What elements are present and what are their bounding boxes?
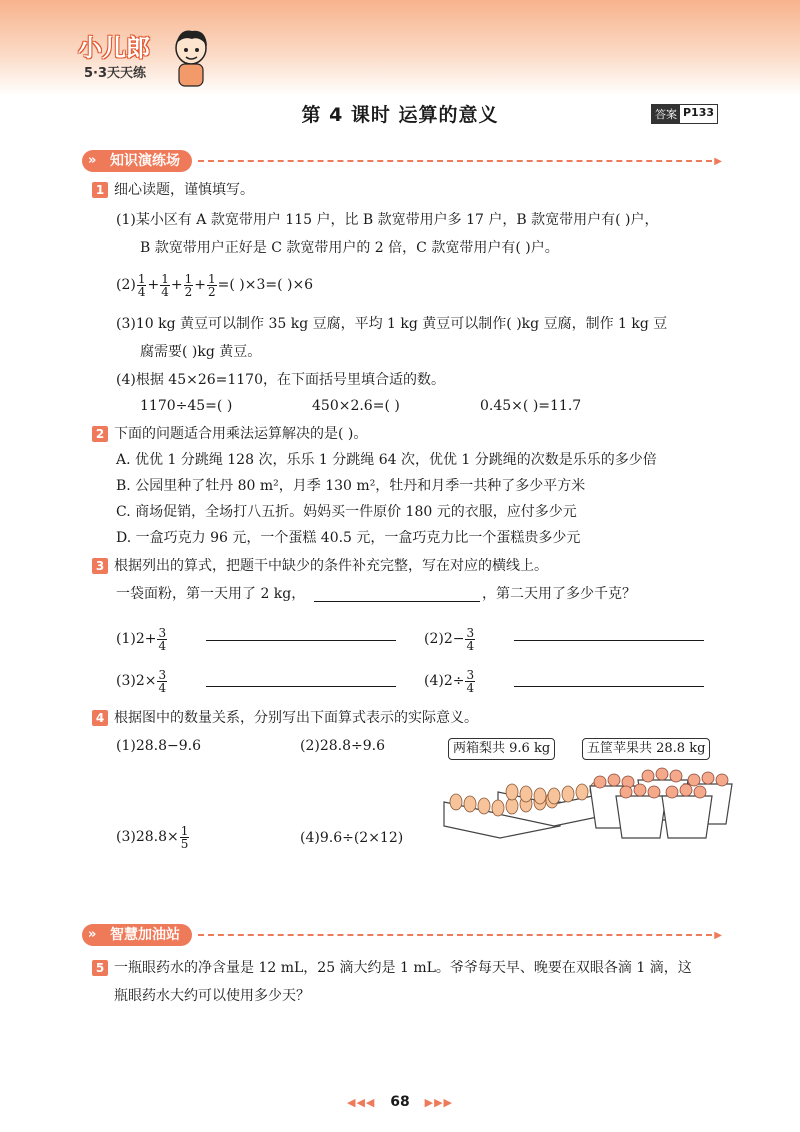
q3-stem-end: ，第二天用了多少千克？ xyxy=(482,586,636,602)
fraction xyxy=(465,669,475,694)
q2-option-b: B. 公园里种了牡丹 80 m²，月季 130 m²，牡丹和月季一共种了多少平方米 xyxy=(116,478,586,494)
fraction xyxy=(157,669,167,694)
q1-part2: (2) $\frac{1}{4}$ + $\frac{1}{4}$ + $\frac{1}{2}$ + $\frac{1}{2}$ =( )×3=( )×6 xyxy=(116,271,314,299)
arrow-double-icon: » xyxy=(88,927,97,942)
q2-option-d: D. 一盒巧克力 96 元，一个蛋糕 40.5 元，一盒巧克力比一个蛋糕贵多少元 xyxy=(116,530,581,546)
q4-expr-3-text: (3)28.8× xyxy=(116,829,179,845)
arrow-right-icon: ▶ xyxy=(714,155,722,167)
question-3-title xyxy=(92,556,548,576)
q2-option-c: C. 商场促销，全场打八五折。妈妈买一件原价 180 元的衣服，应付多少元 xyxy=(116,504,577,520)
section-tag-practice xyxy=(82,150,192,172)
section-bar-practice xyxy=(82,150,722,172)
pears-label: 两箱梨共 9.6 kg xyxy=(448,738,555,760)
q3-expr-4-text: (4)2÷ xyxy=(424,673,465,689)
fraction: $\frac{1}{4}$ xyxy=(161,271,169,299)
q3-expr-2-text: (2)2− xyxy=(424,631,465,647)
section-tag-challenge xyxy=(82,924,192,946)
fraction-denominator: 4 xyxy=(466,638,475,653)
arrows-right-icon: ▶▶▶ xyxy=(424,1096,453,1109)
mascot-icon xyxy=(170,26,212,88)
arrows-left-icon: ◀◀◀ xyxy=(346,1096,376,1109)
fraction xyxy=(465,627,475,652)
arrow-right-icon: ▶ xyxy=(714,929,722,941)
question-4-title xyxy=(92,708,478,728)
q4-expr-1: (1)28.8−9.6 xyxy=(116,738,201,754)
question-number: 5 xyxy=(92,960,108,976)
section-title-practice: 知识演练场 xyxy=(110,153,180,169)
section-divider xyxy=(198,934,712,936)
question-5-line2: 瓶眼药水大约可以使用多少天？ xyxy=(114,988,310,1004)
question-text: 一瓶眼药水的净含量是 12 mL，25 滴大约是 1 mL。爷爷每天早、晚要在双眼各滴 1 滴，这 xyxy=(114,960,692,976)
apple-baskets-icon xyxy=(590,768,732,838)
arrow-double-icon: » xyxy=(88,153,97,168)
fraction-denominator: 4 xyxy=(466,680,475,695)
q4-expr-4: (4)9.6÷(2×12) xyxy=(300,830,404,846)
q3-answer-line-1[interactable] xyxy=(206,640,396,641)
q3-stem-start: 一袋面粉，第一天用了 2 kg， xyxy=(116,586,306,602)
section-divider xyxy=(198,160,712,162)
fraction-numerator: 3 xyxy=(466,625,475,640)
apples-label: 五筐苹果共 28.8 kg xyxy=(582,738,710,760)
q3-answer-line-3[interactable] xyxy=(206,686,396,687)
question-number: 2 xyxy=(92,426,108,442)
fraction: $\frac{1}{4}$ xyxy=(137,271,146,299)
fraction-numerator: 3 xyxy=(158,667,167,682)
question-2-title xyxy=(92,424,367,444)
fraction xyxy=(180,825,190,850)
section-bar-challenge xyxy=(82,924,722,946)
fraction-numerator: 1 xyxy=(180,823,189,838)
fraction-denominator: 5 xyxy=(180,836,189,851)
q1-part4-line1: (4)根据 45×26=1170，在下面括号里填合适的数。 xyxy=(116,372,445,388)
q3-expr-2 xyxy=(424,622,476,656)
fraction: $\frac{1}{2}$ xyxy=(207,271,216,299)
page-number: 68 xyxy=(390,1094,410,1110)
q1-part1-line1: (1)某小区有 A 款宽带用户 115 户，比 B 款宽带用户多 17 户，B 款宽带用户有( )户， xyxy=(116,212,659,228)
fraction: $\frac{1}{2}$ xyxy=(184,271,193,299)
q3-stem-answer-line[interactable] xyxy=(314,601,480,602)
lesson-title: 第 4 课时 运算的意义 xyxy=(301,104,499,126)
q2-option-a: A. 优优 1 分跳绳 128 次，乐乐 1 分跳绳 64 次，优优 1 分跳绳的次数是乐乐的多少倍 xyxy=(116,452,657,468)
q1-part2-tail: =( )×3=( )×6 xyxy=(217,277,314,293)
question-text: 细心读题，谨慎填写。 xyxy=(114,182,254,198)
brand-logo xyxy=(78,28,228,88)
q1-part4-b: 450×2.6=( ) xyxy=(312,398,400,414)
q3-answer-line-2[interactable] xyxy=(514,640,704,641)
q3-expr-3 xyxy=(116,664,168,698)
fraction xyxy=(157,627,167,652)
q1-part3-line1: (3)10 kg 黄豆可以制作 35 kg 豆腐，平均 1 kg 黄豆可以制作( )kg 豆腐，制作 1 kg 豆 xyxy=(116,316,668,332)
q3-expr-1-text: (1)2+ xyxy=(116,631,157,647)
q4-expr-2: (2)28.8÷9.6 xyxy=(300,738,385,754)
fraction-numerator: 3 xyxy=(158,625,167,640)
question-number: 1 xyxy=(92,182,108,198)
q3-expr-3-text: (3)2× xyxy=(116,673,157,689)
fraction-denominator: 4 xyxy=(158,638,167,653)
q1-part4-a: 1170÷45=( ) xyxy=(140,398,233,414)
pear-boxes-icon xyxy=(444,782,612,838)
section-title-challenge: 智慧加油站 xyxy=(110,927,180,943)
fraction-numerator: 3 xyxy=(466,667,475,682)
question-text: 下面的问题适合用乘法运算解决的是( )。 xyxy=(114,426,368,442)
question-text: 根据图中的数量关系，分别写出下面算式表示的实际意义。 xyxy=(114,710,478,726)
question-text: 根据列出的算式，把题干中缺少的条件补充完整，写在对应的横线上。 xyxy=(114,558,548,574)
answer-reference xyxy=(651,104,718,124)
question-1-title xyxy=(92,180,254,200)
q4-expr-3 xyxy=(116,820,190,854)
q3-expr-4 xyxy=(424,664,476,698)
answer-page: P133 xyxy=(683,106,715,119)
answer-label: 答案 xyxy=(652,105,680,123)
page-footer xyxy=(0,1094,800,1110)
question-number: 3 xyxy=(92,558,108,574)
q1-part1-line2: B 款宽带用户正好是 C 款宽带用户的 2 倍，C 款宽带用户有( )户。 xyxy=(140,240,559,256)
fraction-denominator: 4 xyxy=(158,680,167,695)
q1-part3-line2: 腐需要( )kg 黄豆。 xyxy=(140,344,262,360)
q1-part2-prefix: (2) xyxy=(116,277,136,293)
logo-subtitle: 5·3天天练 xyxy=(84,66,147,81)
q3-expr-1 xyxy=(116,622,168,656)
question-number: 4 xyxy=(92,710,108,726)
question-5-line1 xyxy=(92,958,692,978)
logo-title: 小儿郎 xyxy=(78,34,150,62)
fruit-illustration xyxy=(440,762,740,840)
q1-part4-c: 0.45×( )=11.7 xyxy=(480,398,582,414)
q3-answer-line-4[interactable] xyxy=(514,686,704,687)
